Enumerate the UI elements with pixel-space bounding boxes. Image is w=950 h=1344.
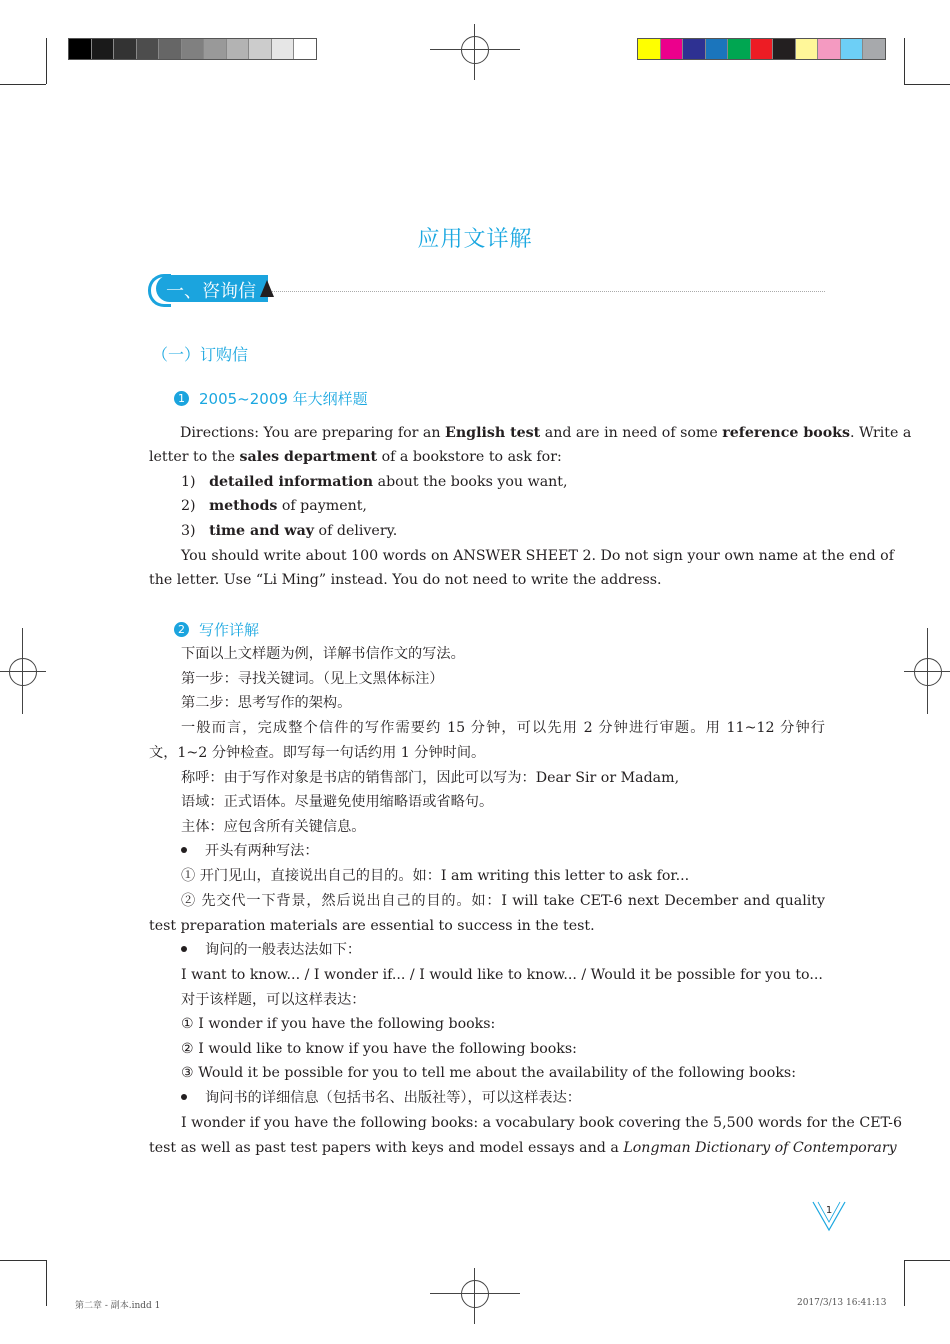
directions-item-2: 2) methods of payment, bbox=[181, 498, 367, 514]
subsection-heading: （一）订购信 bbox=[152, 345, 249, 364]
number-badge: 2 bbox=[174, 622, 189, 637]
color-swatch bbox=[751, 39, 774, 59]
section-divider bbox=[272, 291, 825, 292]
bullet-inquiry: 询问的一般表达法如下： bbox=[181, 941, 361, 959]
gray-swatch-bar bbox=[68, 38, 317, 60]
color-swatch bbox=[137, 39, 160, 59]
bullet-opening: 开头有两种写法： bbox=[181, 842, 319, 860]
heading-text: 写作详解 bbox=[199, 621, 260, 639]
color-swatch bbox=[728, 39, 751, 59]
directions-item-1: 1) detailed information about the books you want, bbox=[181, 474, 568, 490]
opening-method-2-cont: test preparation materials are essential to success in the test. bbox=[149, 918, 595, 934]
book-details-line-2: test as well as past test papers with keys and model essays and a Longman Dictionary of Contemporary bbox=[149, 1140, 897, 1156]
body-para-3: 第二步：思考写作的架构。 bbox=[181, 695, 352, 711]
color-swatch bbox=[69, 39, 92, 59]
bullet-book-details: 询问书的详细信息（包括书名、出版社等），可以这样表达： bbox=[181, 1089, 581, 1107]
color-swatch bbox=[683, 39, 706, 59]
inquiry-expressions: I want to know... / I wonder if... / I would like to know... / Would it be possible for you to... bbox=[181, 967, 823, 983]
footer-filename: 第二章 - 副本.indd 1 bbox=[75, 1301, 161, 1311]
directions-line-6: You should write about 100 words on ANSWER SHEET 2. Do not sign your own name at the end of bbox=[181, 548, 894, 564]
footer-timestamp: 2017/3/13 16:41:13 bbox=[797, 1298, 887, 1308]
directions-line-1: Directions: You are preparing for an English test and are in need of some reference books. Write a bbox=[180, 425, 912, 441]
inquiry-sample-3: ③ Would it be possible for you to tell me about the availability of the following books: bbox=[181, 1065, 796, 1081]
inquiry-intro: 对于该样题，可以这样表达： bbox=[181, 992, 366, 1008]
opening-method-1: ① 开门见山，直接说出自己的目的。如：I am writing this letter to ask for... bbox=[181, 868, 690, 884]
page-title: 应用文详解 bbox=[417, 227, 533, 252]
color-swatch bbox=[227, 39, 250, 59]
color-swatch bbox=[841, 39, 864, 59]
color-swatch bbox=[114, 39, 137, 59]
color-swatch bbox=[182, 39, 205, 59]
color-swatch bbox=[661, 39, 684, 59]
page-number bbox=[812, 1200, 846, 1232]
bullet-icon bbox=[181, 946, 187, 952]
color-swatch bbox=[706, 39, 729, 59]
body-salutation: 称呼：由于写作对象是书店的销售部门，因此可以写为：Dear Sir or Madam, bbox=[181, 770, 680, 786]
color-swatch bbox=[294, 39, 316, 59]
color-swatch bbox=[159, 39, 182, 59]
color-swatch bbox=[249, 39, 272, 59]
directions-line-2: letter to the sales department of a bookstore to ask for: bbox=[149, 449, 562, 465]
body-para-2: 第一步：寻找关键词。（见上文黑体标注） bbox=[181, 671, 444, 687]
book-details-line-1: I wonder if you have the following books: a vocabulary book covering the 5,500 words for the CET-6 bbox=[181, 1115, 902, 1131]
opening-method-2: ② 先交代一下背景，然后说出自己的目的。如：I will take CET-6 next December and quality bbox=[181, 893, 825, 909]
color-swatch-bar bbox=[637, 38, 886, 60]
color-swatch bbox=[818, 39, 841, 59]
color-swatch bbox=[204, 39, 227, 59]
heading-writing-explanation bbox=[174, 619, 259, 640]
heading-text: 2005~2009 年大纲样题 bbox=[199, 390, 368, 408]
bullet-icon bbox=[181, 847, 187, 853]
color-swatch bbox=[773, 39, 796, 59]
triangle-icon bbox=[260, 280, 274, 297]
color-swatch bbox=[863, 39, 885, 59]
color-swatch bbox=[638, 39, 661, 59]
heading-sample-question bbox=[174, 388, 368, 409]
body-para-4a: 一般而言，完成整个信件的写作需要约 15 分钟，可以先用 2 分钟进行审题。用 11~12 分钟行 bbox=[181, 720, 825, 736]
color-swatch bbox=[796, 39, 819, 59]
section-tag-label: 一、咨询信 bbox=[166, 281, 256, 302]
page-number-text: 1 bbox=[825, 1205, 833, 1216]
inquiry-sample-2: ② I would like to know if you have the following books: bbox=[181, 1041, 577, 1057]
body-para-4b: 文，1~2 分钟检查。即写每一句话约用 1 分钟时间。 bbox=[149, 745, 486, 761]
body-para-1: 下面以上文样题为例，详解书信作文的写法。 bbox=[181, 646, 465, 662]
number-badge: 1 bbox=[174, 391, 189, 406]
color-swatch bbox=[272, 39, 295, 59]
directions-line-7: the letter. Use “Li Ming” instead. You do not need to write the address. bbox=[149, 572, 662, 588]
color-swatch bbox=[92, 39, 115, 59]
directions-item-3: 3) time and way of delivery. bbox=[181, 523, 398, 539]
body-main: 主体：应包含所有关键信息。 bbox=[181, 819, 366, 835]
body-register: 语域：正式语体。尽量避免使用缩略语或省略句。 bbox=[181, 794, 494, 810]
inquiry-sample-1: ① I wonder if you have the following books: bbox=[181, 1016, 496, 1032]
bullet-icon bbox=[181, 1094, 187, 1100]
